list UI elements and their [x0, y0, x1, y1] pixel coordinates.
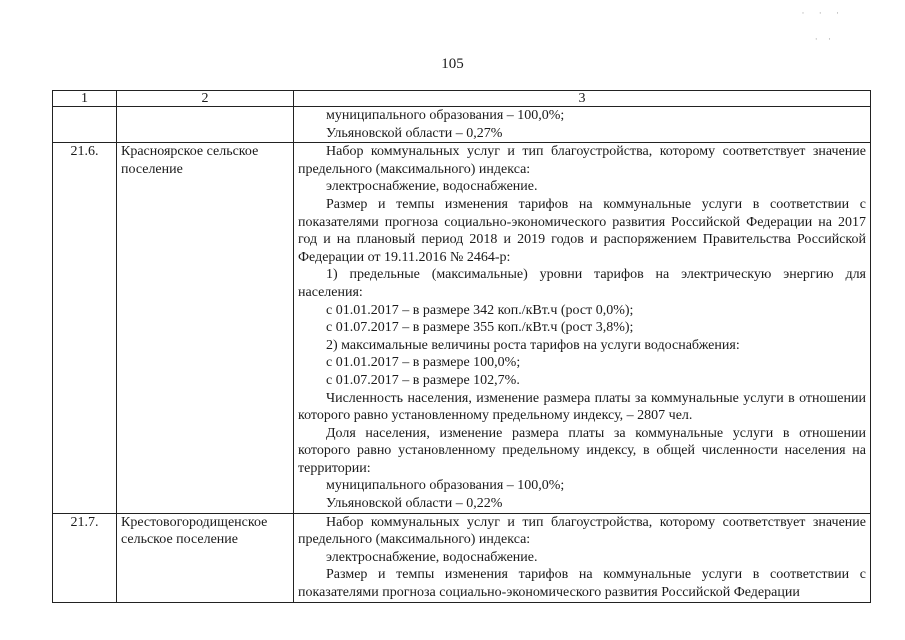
- row-name: [117, 107, 294, 143]
- paragraph: Численность населения, изменение размера платы за коммунальные услуги в отношении которого равно установленному предельному индексу, – 2807 чел.: [298, 390, 866, 424]
- row-number: 21.6.: [53, 143, 117, 513]
- list-item: Ульяновской области – 0,22%: [326, 496, 503, 512]
- scan-specks: · ·: [814, 34, 835, 44]
- tariff-table: [52, 90, 871, 603]
- row-name: Крестовогородищенское сельское поселение: [117, 513, 294, 602]
- table-header-row: [53, 91, 871, 107]
- row-name: Красноярское сельское поселение: [117, 143, 294, 513]
- scan-specks: · · ·: [801, 8, 845, 18]
- paragraph: Размер и темпы изменения тарифов на коммунальные услуги в соответствии с показателями прогноза социально-экономического развития Российской Федерации на 2017 год и на плановый период 2018 и 2019 годов и распоряжением Правительства Российской Федерации от 19.11.2016 № 2464-р:: [298, 196, 866, 265]
- row-content: [294, 143, 871, 513]
- row-number: 21.7.: [53, 513, 117, 602]
- row-content: [294, 513, 871, 602]
- paragraph: Доля населения, изменение размера платы за коммунальные услуги в отношении которого равно установленному предельному индексу, в общей численности населения на территории:: [298, 425, 866, 476]
- row-number: [53, 107, 117, 143]
- page-number: 105: [441, 56, 464, 72]
- column-header-1: 1: [53, 91, 117, 107]
- row-content: [294, 107, 871, 143]
- list-item: муниципального образования – 100,0%;: [326, 478, 565, 494]
- paragraph: Набор коммунальных услуг и тип благоустройства, которому соответствует значение предельного (максимального) индекса:: [298, 514, 866, 548]
- paragraph: Размер и темпы изменения тарифов на коммунальные услуги в соответствии с показателями прогноза социально-экономического развития Российской Федерации: [298, 567, 866, 601]
- list-item: муниципального образования – 100,0%;: [326, 108, 565, 123]
- table-row-continued: [53, 107, 871, 143]
- list-item: Ульяновской области – 0,27%: [326, 125, 503, 141]
- table-row-21-7: [53, 513, 871, 602]
- column-header-2: 2: [117, 91, 294, 107]
- list-item: электроснабжение, водоснабжение.: [326, 549, 538, 565]
- list-item: электроснабжение, водоснабжение.: [326, 179, 538, 195]
- list-item: с 01.01.2017 – в размере 342 коп./кВт.ч (рост 0,0%);: [326, 302, 634, 318]
- table-row-21-6: [53, 143, 871, 513]
- column-header-3: 3: [294, 91, 871, 107]
- paragraph: 1) предельные (максимальные) уровни тарифов на электрическую энергию для населения:: [298, 267, 866, 300]
- list-item: с 01.01.2017 – в размере 100,0%;: [326, 355, 521, 371]
- paragraph: Набор коммунальных услуг и тип благоустройства, которому соответствует значение предельного (максимального) индекса:: [298, 144, 866, 177]
- list-item: с 01.07.2017 – в размере 355 коп./кВт.ч (рост 3,8%);: [326, 320, 634, 336]
- list-item: с 01.07.2017 – в размере 102,7%.: [326, 372, 520, 388]
- paragraph: 2) максимальные величины роста тарифов на услуги водоснабжения:: [326, 337, 740, 353]
